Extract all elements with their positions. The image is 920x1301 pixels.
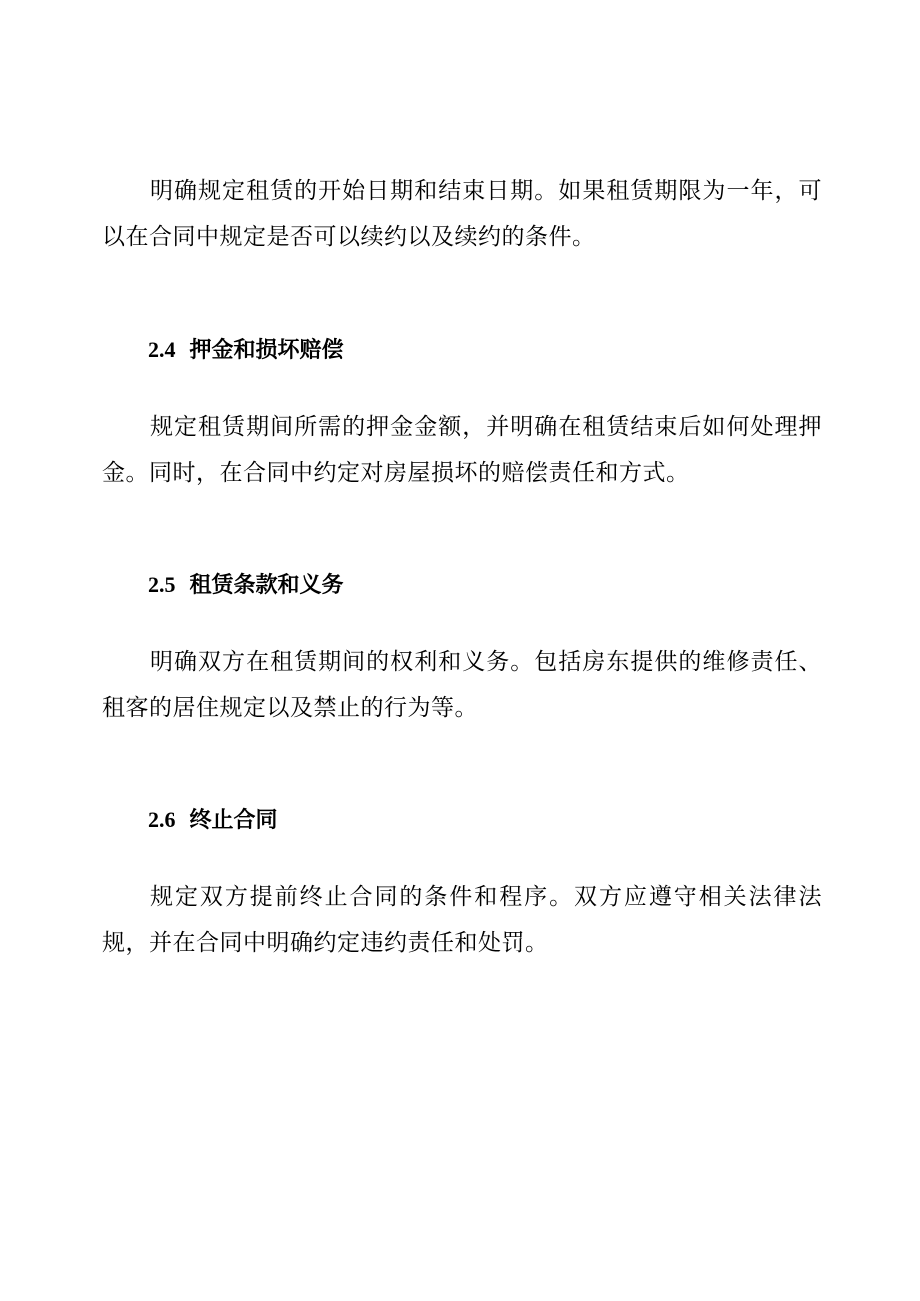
paragraph-termination: 规定双方提前终止合同的条件和程序。双方应遵守相关法律法规，并在合同中明确约定违约责任和处罚。 [102, 884, 822, 956]
section-title: 押金和损坏赔偿 [189, 338, 344, 363]
section-title: 终止合同 [189, 808, 278, 833]
section-heading-2-4 [148, 335, 344, 366]
paragraph-lease-term: 明确规定租赁的开始日期和结束日期。如果租赁期限为一年，可以在合同中规定是否可以续约以及续约的条件。 [102, 178, 822, 250]
section-number: 2.5 [148, 572, 176, 597]
section-number: 2.6 [148, 807, 176, 832]
section-title: 租赁条款和义务 [189, 573, 344, 598]
section-heading-2-6 [148, 805, 278, 836]
paragraph-obligations: 明确双方在租赁期间的权利和义务。包括房东提供的维修责任、租客的居住规定以及禁止的行为等。 [102, 649, 822, 721]
section-number: 2.4 [148, 337, 176, 362]
section-heading-2-5 [148, 570, 344, 601]
paragraph-deposit: 规定租赁期间所需的押金金额，并明确在租赁结束后如何处理押金。同时，在合同中约定对房屋损坏的赔偿责任和方式。 [102, 414, 822, 486]
